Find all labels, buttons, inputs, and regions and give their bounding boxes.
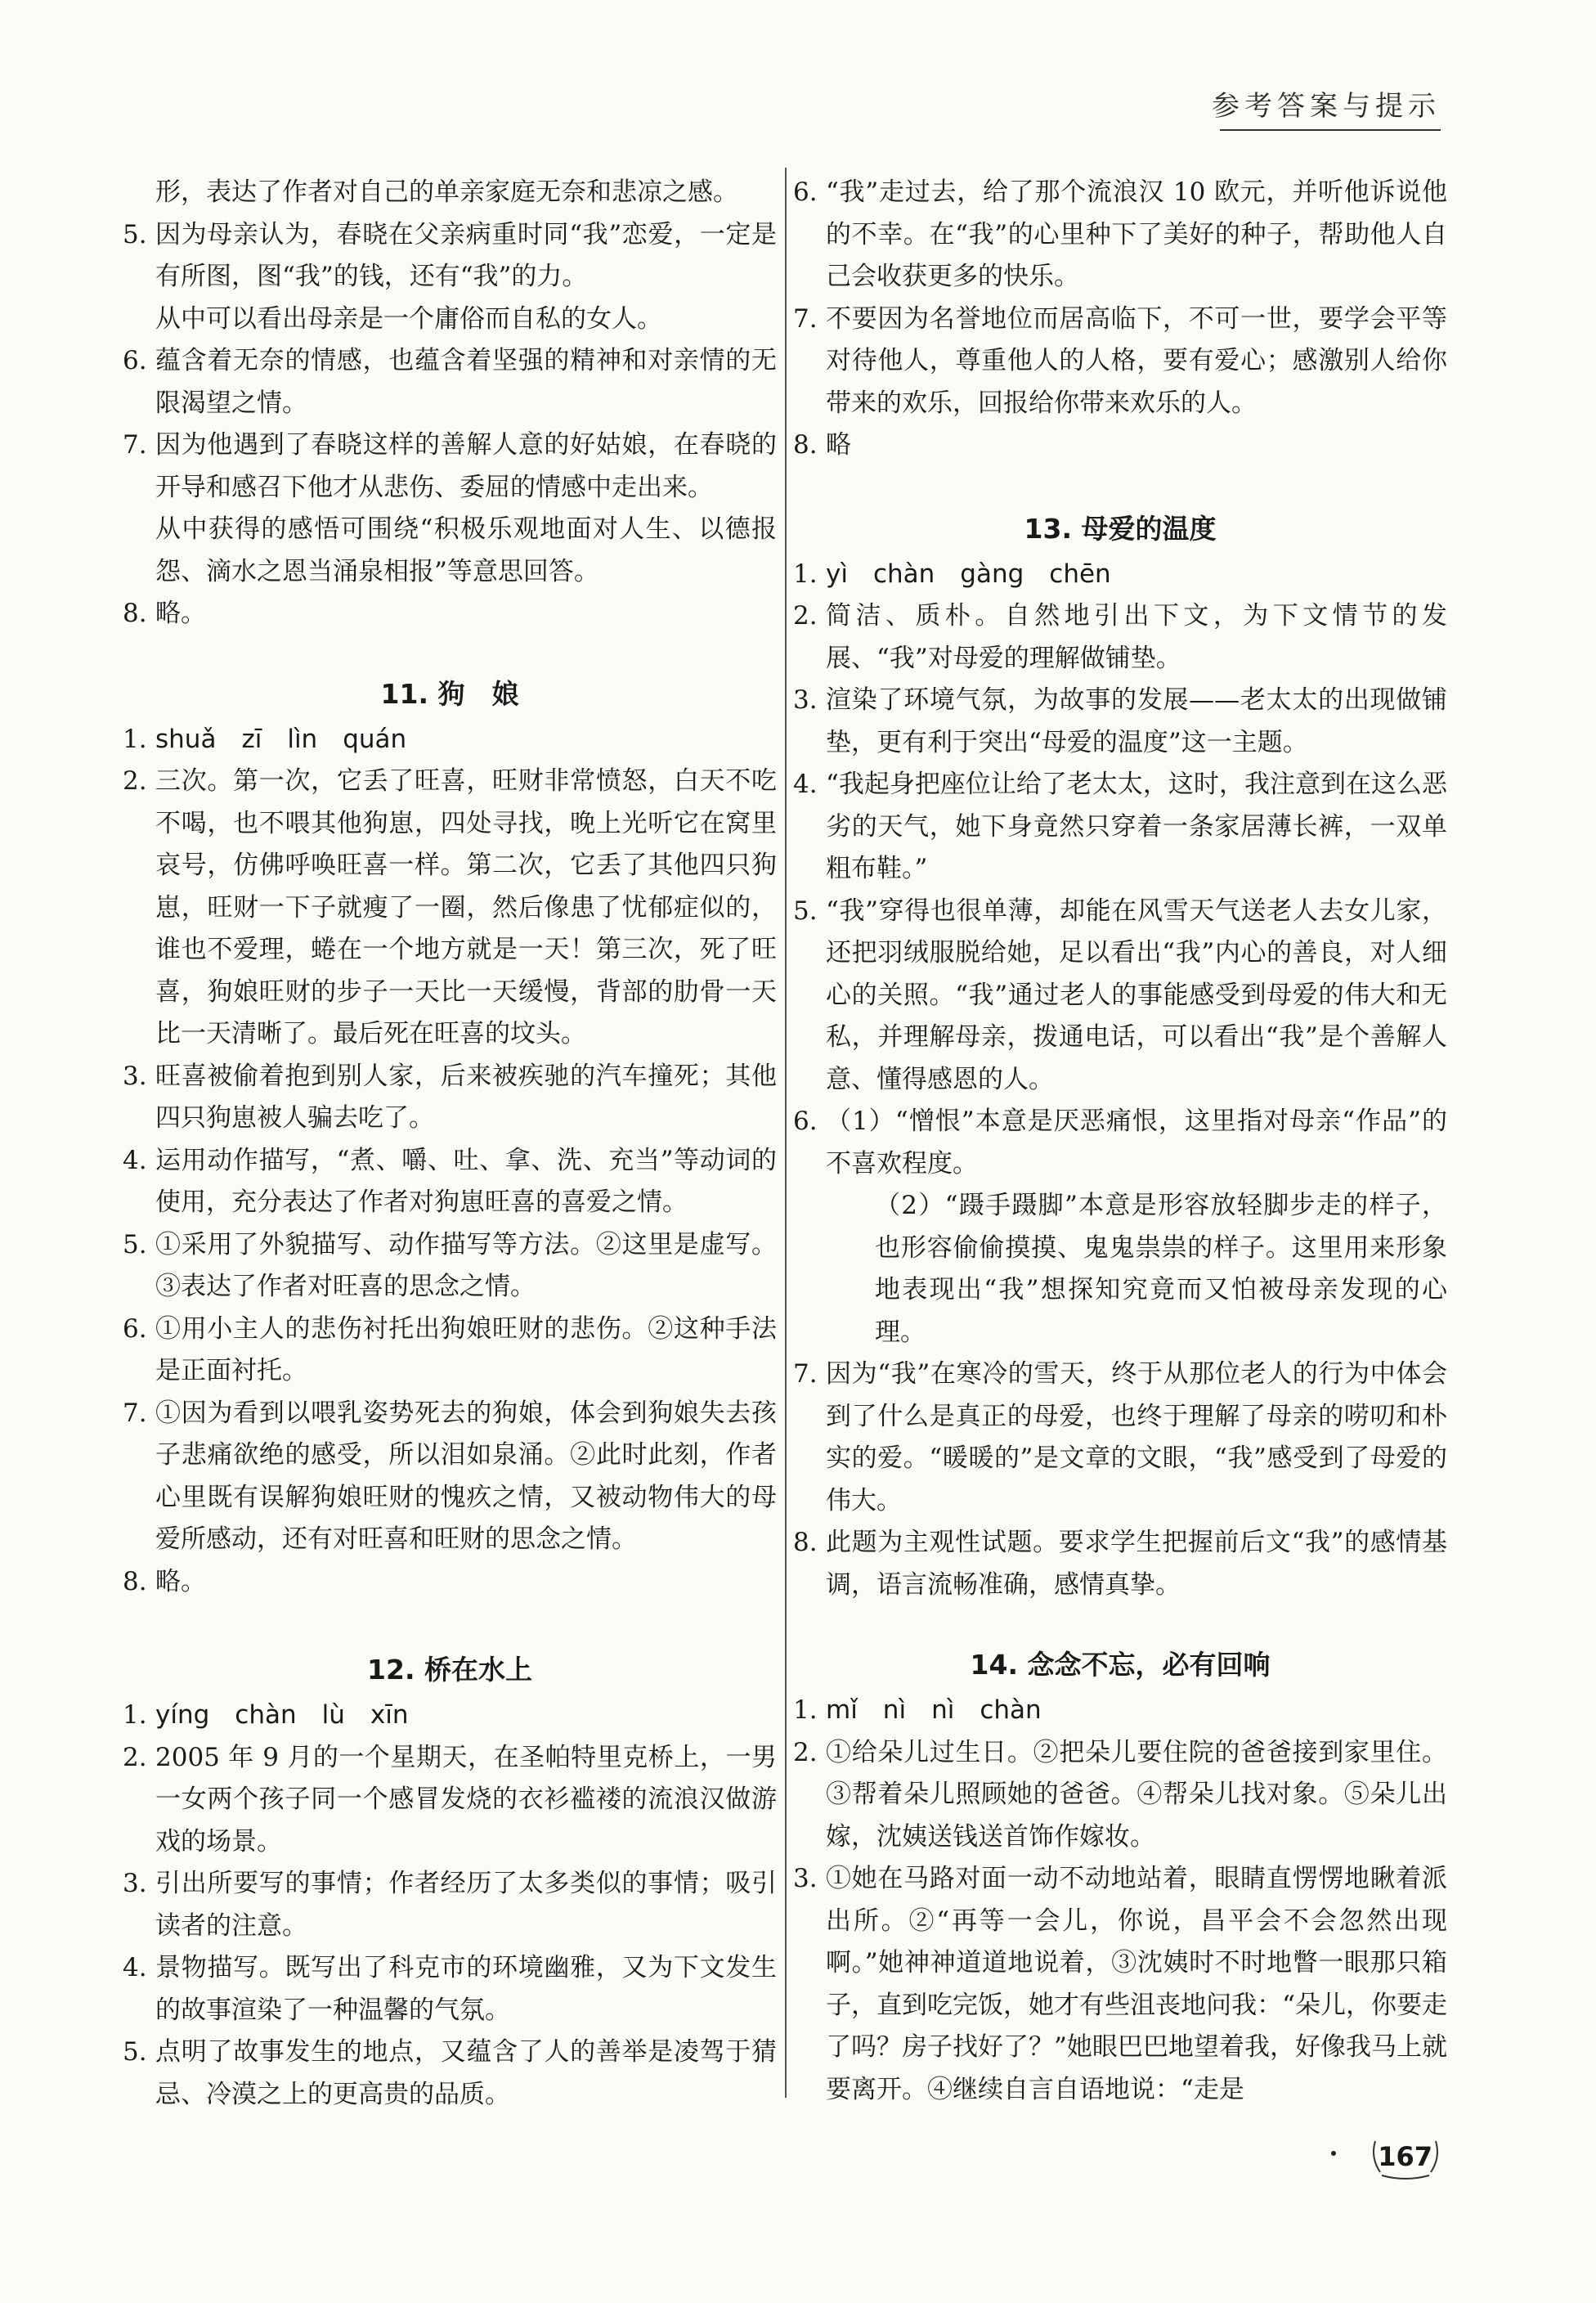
answer-number: 3. [123,1869,147,1898]
answer-item [123,761,777,1056]
header-rule [1220,129,1441,131]
answer-number: 5. [793,896,818,926]
answer-text: 略 [826,430,851,460]
answer-text: ①采用了外貌描写、动作描写等方法。②这里是虚写。③表达了作者对旺喜的思念之情。 [155,1229,777,1301]
answer-text: 旺喜被偷着抱到别人家，后来被疾驰的汽车撞死；其他四只狗崽被人骗去吃了。 [155,1061,777,1133]
answer-item [123,424,777,593]
answer-item [123,1863,777,1947]
answer-text: 不要因为名誉地位而居高临下，不可一世，要学会平等对待他人，尊重他人的人格，要有爱心；感激别人给你带来的欢乐，回报给你带来欢乐的人。 [826,303,1447,418]
answer-number: 6. [793,1107,818,1136]
answer-item [123,1561,777,1604]
right-column [793,172,1447,2115]
answer-item [793,1522,1447,1606]
answer-number: 3. [123,1061,147,1091]
answer-text: 蕴含着无奈的情感，也蕴含着坚强的精神和对亲情的无限渴望之情。 [155,346,777,418]
page-dot [1331,2151,1336,2156]
answer-text: 略。 [155,1566,206,1596]
answer-item [123,1695,777,1737]
answer-number: 3. [793,1864,818,1893]
answer-number: 8. [123,599,147,628]
answer-number: 1. [123,1700,147,1730]
column-divider [785,168,787,2098]
left-answers-part1 [123,214,777,635]
answer-item [123,593,777,635]
answer-text: 从中获得的感悟可围绕“积极乐观地面对人生、以德报怨、滴水之恩当涌泉相报”等意思回答。 [155,514,777,586]
answer-number: 4. [123,1145,147,1175]
answer-number: 7. [123,1398,147,1428]
answer-text: yíng chàn lù xīn [155,1700,409,1730]
answer-item [123,1056,777,1140]
answer-item [123,1393,777,1561]
running-header: 参考答案与提示 [1212,90,1441,123]
answer-text: 三次。第一次，它丢了旺喜，旺财非常愤怒，白天不吃不喝，也不喂其他狗崽，四处寻找，晚上光听它在窝里哀号，仿佛呼唤旺喜一样。第二次，它丢了其他四只狗崽，旺财一下子就瘦了一圈，然后像患了忧郁症似的，谁也不爱理，蜷在一个地方就是一天！第三次，死了旺喜，狗娘旺财的步子一天比一天缓慢，背部的肋骨一天比一天清晰了。最后死在旺喜的坟头。 [155,766,777,1048]
answer-item [793,764,1447,891]
answer-item [793,1101,1447,1185]
answer-text: （1）“憎恨”本意是厌恶痛恨，这里指对母亲“作品”的不喜欢程度。 [826,1107,1447,1178]
continued-line: 形，表达了作者对自己的单亲家庭无奈和悲凉之感。 [155,177,738,207]
section-13-answers [793,554,1447,1607]
answer-item [123,1309,777,1393]
answer-number: 2. [793,601,818,631]
answer-number: 6. [123,1313,147,1344]
answer-text: 引出所要写的事情；作者经历了太多类似的事情；吸引读者的注意。 [155,1869,777,1941]
section-12-answers [123,1695,777,2116]
answer-number: 7. [123,430,147,460]
answer-text: “我”穿得也很单薄，却能在风雪天气送老人去女儿家，还把羽绒服脱给她，足以看出“我”内心的善良，对人细心的关照。“我”通过老人的事能感受到母爱的伟大和无私，并理解母亲，拨通电话，可以看出“我”是个善解人意、懂得感恩的人。 [826,896,1447,1094]
section-title-14: 14. 念念不忘，必有回响 [970,1649,1271,1681]
answer-number: 3. [793,685,818,715]
answer-number: 6. [123,346,147,375]
answer-item [123,719,777,761]
section-title-12: 12. 桥在水上 [367,1654,532,1686]
answer-number: 2. [123,1742,147,1772]
answer-text: shuǎ zī lìn quán [155,724,407,754]
answer-item [793,1185,1447,1354]
section-title-13: 13. 母爱的温度 [1024,512,1217,545]
answer-item [793,554,1447,596]
answer-number: 7. [793,1359,818,1389]
answer-number: 8. [123,1566,147,1596]
answer-number: 5. [123,1229,147,1259]
answer-number: 6. [793,177,818,207]
answer-item [123,340,777,424]
answer-item [123,1737,777,1864]
answer-item [123,1224,777,1309]
answer-number: 5. [123,2037,147,2067]
section-11-answers [123,719,777,1604]
answer-item [793,680,1447,764]
answer-item [793,595,1447,680]
answer-text: 从中可以看出母亲是一个庸俗而自私的女人。 [155,303,662,334]
answer-item [793,891,1447,1102]
answer-number: 7. [793,303,818,334]
answer-text: 点明了故事发生的地点，又蕴含了人的善举是凌驾于猜忌、冷漠之上的更高贵的品质。 [155,2037,777,2109]
answer-number: 1. [793,559,818,589]
section-14-answers [793,1690,1447,2111]
answer-number: 1. [123,724,147,754]
answer-item [123,2031,777,2116]
answer-text: 略。 [155,599,206,628]
page-number: 167 [1378,2141,1432,2172]
answer-number: 2. [793,1737,818,1767]
answer-text: yì chàn gàng chēn [826,559,1111,589]
answer-text: 运用动作描写，“煮、嚼、吐、拿、洗、充当”等动词的使用，充分表达了作者对狗崽旺喜的喜爱之情。 [155,1145,777,1217]
answer-number: 5. [123,219,147,249]
answer-text: 2005 年 9 月的一个星期天，在圣帕特里克桥上，一男一女两个孩子同一个感冒发烧的衣衫褴褛的流浪汉做游戏的场景。 [155,1742,777,1856]
answer-item [793,1690,1447,1732]
answer-item [123,1947,777,2031]
answer-text: 因为他遇到了春晓这样的善解人意的好姑娘，在春晓的开导和感召下他才从悲伤、委屈的情感中走出来。 [155,430,777,502]
left-column [123,172,777,2115]
right-answers-part1 [793,172,1447,467]
answer-text: mǐ nì nì chàn [826,1695,1042,1725]
answer-text: ①因为看到以喂乳姿势死去的狗娘，体会到狗娘失去孩子悲痛欲绝的感受，所以泪如泉涌。②此时此刻，作者心里既有误解狗娘旺财的愧疚之情，又被动物伟大的母爱所感动，还有对旺喜和旺财的思念之情。 [155,1398,777,1554]
answer-text: 景物描写。既写出了科克市的环境幽雅，又为下文发生的故事渲染了一种温馨的气氛。 [155,1953,777,2025]
answer-text: 因为母亲认为，春晓在父亲病重时同“我”恋爱，一定是有所图，图“我”的钱，还有“我”的力。 [155,219,777,291]
section-title-11: 11. 狗 娘 [380,677,519,710]
answer-text: “我起身把座位让给了老太太，这时，我注意到在这么恶劣的天气，她下身竟然只穿着一条家居薄长裤，一双单粗布鞋。” [826,770,1447,883]
answer-item [793,1732,1447,1859]
answer-item [123,214,777,341]
answer-item [793,1354,1447,1522]
answer-text: 此题为主观性试题。要求学生把握前后文“我”的感情基调，语言流畅准确，感情真挚。 [826,1528,1447,1600]
answer-item [123,1140,777,1224]
answer-number: 1. [793,1695,818,1725]
answer-text: （2）“蹑手蹑脚”本意是形容放轻脚步走的样子，也形容偷偷摸摸、鬼鬼祟祟的样子。这里用来形象地表现出“我”想探知究竟而又怕被母亲发现的心理。 [875,1191,1447,1347]
answer-text: ①她在马路对面一动不动地站着，眼睛直愣愣地瞅着派出所。②“再等一会儿，你说，昌平会不会忽然出现啊。”她神神道道地说着，③沈姨时不时地瞥一眼那只箱子，直到吃完饭，她才有些沮丧地问我：“朵儿，你要走了吗？房子找好了？”她眼巴巴地望着我，好像我马上就要离开。④继续自言自语地说：“走是 [826,1864,1447,2104]
answer-text: “我”走过去，给了那个流浪汉 10 欧元，并听他诉说他的不幸。在“我”的心里种下了美好的种子，帮助他人自己会收获更多的快乐。 [826,177,1447,291]
answer-text: ①用小主人的悲伤衬托出狗娘旺财的悲伤。②这种手法是正面衬托。 [155,1313,777,1385]
answer-number: 2. [123,766,147,796]
answer-number: 8. [793,430,818,460]
answer-text: 渲染了环境气氛，为故事的发展——老太太的出现做铺垫，更有利于突出“母爱的温度”这一主题。 [826,685,1447,757]
answer-text: ①给朵儿过生日。②把朵儿要住院的爸爸接到家里住。③帮着朵儿照顾她的爸爸。④帮朵儿找对象。⑤朵儿出嫁，沈姨送钱送首饰作嫁妆。 [826,1737,1447,1852]
answer-item [793,299,1447,425]
answer-text: 因为“我”在寒冷的雪天，终于从那位老人的行为中体会到了什么是真正的母爱，也终于理解了母亲的唠叨和朴实的爱。“暖暖的”是文章的文眼，“我”感受到了母爱的伟大。 [826,1359,1447,1515]
answer-item [793,1858,1447,2111]
answer-number: 4. [123,1953,147,1982]
answer-text: 简洁、质朴。自然地引出下文，为下文情节的发展、“我”对母爱的理解做铺垫。 [826,601,1447,673]
answer-item [793,172,1447,299]
answer-number: 4. [793,770,818,799]
answer-item [793,424,1447,467]
answer-number: 8. [793,1528,818,1557]
